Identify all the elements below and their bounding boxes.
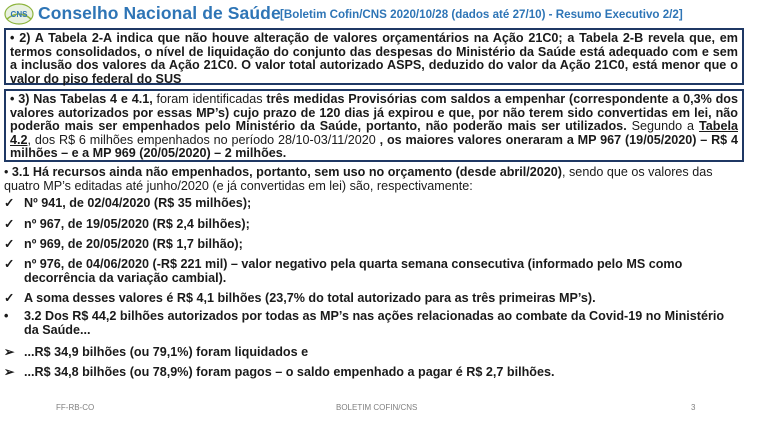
bullet: •: [4, 165, 9, 179]
footer-center: BOLETIM COFIN/CNS: [336, 403, 418, 412]
page-subtitle: [Boletim Cofin/CNS 2020/10/28 (dados até 27/10) - Resumo Executivo 2/2]: [280, 8, 683, 21]
summary-3-highlight: , os maiores valores oneraram a MP 967 (19/05/2020) – R$ 4 milhões – e a MP 969 (20/05/2020) – 2 milhões.: [10, 132, 739, 161]
check-icon: ✓: [4, 237, 15, 251]
item-3-1-text: , sendo que os valores das quatro MP’s editadas até junho/2020 (e já convertidas em lei) são, respectivamente:: [4, 165, 713, 193]
check-icon: ✓: [4, 196, 15, 210]
summary-box-3: [4, 89, 744, 162]
arrow-icon: ➢: [4, 345, 15, 359]
item-3-1-bold: 3.1 Há recursos ainda não empenhados, portanto, sem uso no orçamento (desde abril/2020): [11, 165, 563, 179]
footer-left: FF-RB-CO: [56, 403, 95, 412]
item-3-1: [4, 166, 740, 193]
check-icon: ✓: [4, 217, 15, 231]
page-number: 3: [691, 403, 696, 412]
summary-3-highlight: três medidas Provisórias com saldos a empenhar (correspondente a 0,3% dos valores autorizados por essas MP’s) cujo prazo de 120 dias já expirou e que, por não terem sido convertidas em lei, não poderão mais ser empenhados pelo Ministério da Saúde, portanto, não poderão mais ser utilizados.: [10, 92, 738, 134]
header: [4, 3, 756, 29]
table-4-2-ref: Tabela 4.2: [10, 119, 738, 147]
bullet: •: [10, 92, 15, 106]
summary-3-text: foram identificadas: [152, 92, 267, 106]
check-icon: ✓: [4, 257, 15, 271]
page-title: Conselho Nacional de Saúde: [38, 3, 281, 23]
summary-3-text: Segundo a: [626, 119, 700, 134]
summary-2-text: 2) A Tabela 2-A indica que não houve alteração de valores orçamentários na Ação 21C0; a Tabela 2-B revela que, em termos consolidados, o nível de liquidação do conjunto das despesas do Ministério da Saúde está adequado com e sem a inclusão dos valores da Ação 21C0. O valor total autorizado ASPS, deduzido do valor da Ação 21C0, está menor que o valor do piso federal do SUS: [10, 31, 739, 86]
summary-3-text: , dos R$ 6 milhões empenhados no período 28/10-03/11/2020: [27, 132, 380, 147]
summary-box-2: [4, 28, 744, 85]
bullet: •: [4, 309, 9, 323]
summary-3-heading: 3) Nas Tabelas 4 e 4.1,: [18, 92, 153, 106]
list-item: ➢ ...R$ 34,9 bilhões (ou 79,1%) foram liquidados e: [4, 345, 309, 359]
bullet: •: [10, 31, 15, 45]
logo-text: CNS: [10, 10, 28, 19]
list-item: ✓ nº 969, de 20/05/2020 (R$ 1,7 bilhão);: [4, 237, 243, 251]
list-item: ➢ ...R$ 34,8 bilhões (ou 78,9%) foram pagos – o saldo empenhado a pagar é R$ 2,7 bilhões.: [4, 365, 555, 379]
arrow-icon: ➢: [4, 365, 15, 379]
list-item: ✓ nº 967, de 19/05/2020 (R$ 2,4 bilhões);: [4, 217, 250, 231]
list-item: ✓ Nº 941, de 02/04/2020 (R$ 35 milhões);: [4, 196, 252, 210]
cns-logo: [4, 3, 34, 25]
item-3-2: • 3.2 Dos R$ 44,2 bilhões autorizados por todas as MP’s nas ações relacionadas ao combate da Covid-19 no Ministério da Saúde...: [4, 309, 725, 337]
check-icon: ✓: [4, 291, 15, 305]
list-item: ✓ nº 976, de 04/06/2020 (-R$ 221 mil) – valor negativo pela quarta semana consecutiva (informado pelo MS como decorrência da variação cambial).: [4, 257, 683, 285]
list-item: ✓ A soma desses valores é R$ 4,1 bilhões (23,7% do total autorizado para as três primeiras MP’s).: [4, 291, 596, 305]
